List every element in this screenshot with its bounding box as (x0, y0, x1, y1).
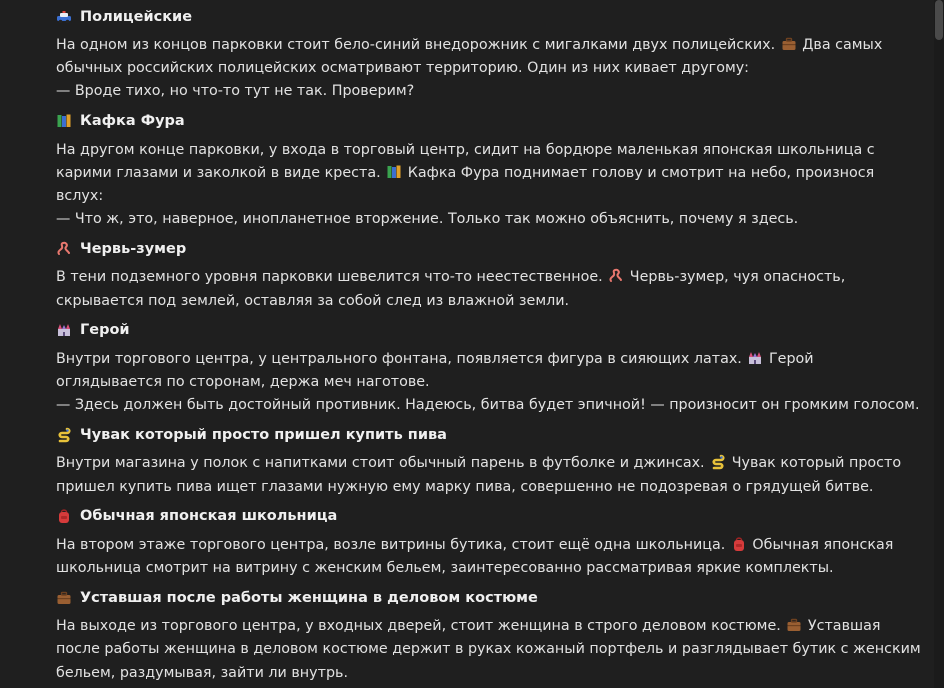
school-bag-icon (56, 508, 72, 524)
section-heading (56, 587, 922, 608)
section-title: Герой (80, 322, 130, 339)
section-title: Обычная японская школьница (80, 508, 338, 525)
books-icon (56, 113, 72, 129)
section-text: Внутри магазина у полок с напитками стоит обычный парень в футболке и джинсах. Чувак который просто пришел купить пива ищет глазами нужную ему марку пива, совершенно не подозревая о грядущей битве. (56, 455, 902, 495)
briefcase-icon (781, 36, 797, 52)
section-title: Червь-зумер (80, 240, 187, 257)
castle-icon (56, 322, 72, 338)
character-section (56, 6, 922, 104)
worm-icon (56, 241, 72, 257)
section-title: Чувак который просто пришел купить пива (80, 426, 447, 443)
section-text: На одном из концов парковки стоит бело-синий внедорожник с мигалками двух полицейских. Два самых обычных российских полицейских осматривают территорию. Один из них кивает другому: — Вроде тихо, но что-то тут не так. Проверим? (56, 37, 883, 100)
section-title: Кафка Фура (80, 113, 185, 130)
character-section (56, 320, 922, 418)
section-heading (56, 424, 922, 445)
books-icon (386, 164, 402, 180)
snake-icon (56, 427, 72, 443)
castle-icon (747, 350, 763, 366)
section-title: Полицейские (80, 8, 193, 25)
section-text: На выходе из торгового центра, у входных дверей, стоит женщина в строго деловом костюме. Уставшая после работы женщина в деловом костюме держит в руках кожаный портфель и разглядывает бутик с женским бельем, раздумывая, зайти ли внутрь. (56, 618, 921, 681)
section-text: На другом конце парковки, у входа в торговый центр, сидит на бордюре маленькая японская школьница с карими глазами и заколкой в виде креста. Кафка Фура поднимает голову и смотрит на небо, произнося вслух: — Что ж, это, наверное, инопланетное вторжение. Только так можно объяснить, почему я здесь. (56, 141, 875, 228)
school-bag-icon (731, 536, 747, 552)
character-section (56, 587, 922, 685)
section-title: Уставшая после работы женщина в деловом костюме (80, 589, 538, 606)
character-section (56, 506, 922, 580)
scrollbar-thumb[interactable] (935, 0, 943, 40)
section-heading (56, 238, 922, 259)
message-content (56, 6, 922, 685)
character-section (56, 111, 922, 232)
section-heading (56, 6, 922, 27)
character-section (56, 238, 922, 312)
section-text: В тени подземного уровня парковки шевелится что-то неестественное. Червь-зумер, чуя опасность, скрывается под землей, оставляя за собой след из влажной земли. (56, 269, 846, 309)
briefcase-icon (786, 617, 802, 633)
scrollbar[interactable] (934, 0, 944, 688)
police-car-icon (56, 9, 72, 25)
worm-icon (608, 268, 624, 284)
section-heading (56, 111, 922, 132)
snake-icon (710, 454, 726, 470)
section-text: Внутри торгового центра, у центрального фонтана, появляется фигура в сияющих латах. Герой оглядывается по сторонам, держа меч наготове. — Здесь должен быть достойный противник. Надеюсь, битва будет эпичной! — произносит он громким голосом. (56, 350, 920, 414)
section-text: На втором этаже торгового центра, возле витрины бутика, стоит ещё одна школьница. Обычная японская школьница смотрит на витрину с женским бельем, заинтересованно рассматривая яркие комплекты. (56, 536, 894, 577)
character-section (56, 424, 922, 498)
section-heading (56, 320, 922, 341)
briefcase-icon (56, 590, 72, 606)
section-heading (56, 506, 922, 527)
